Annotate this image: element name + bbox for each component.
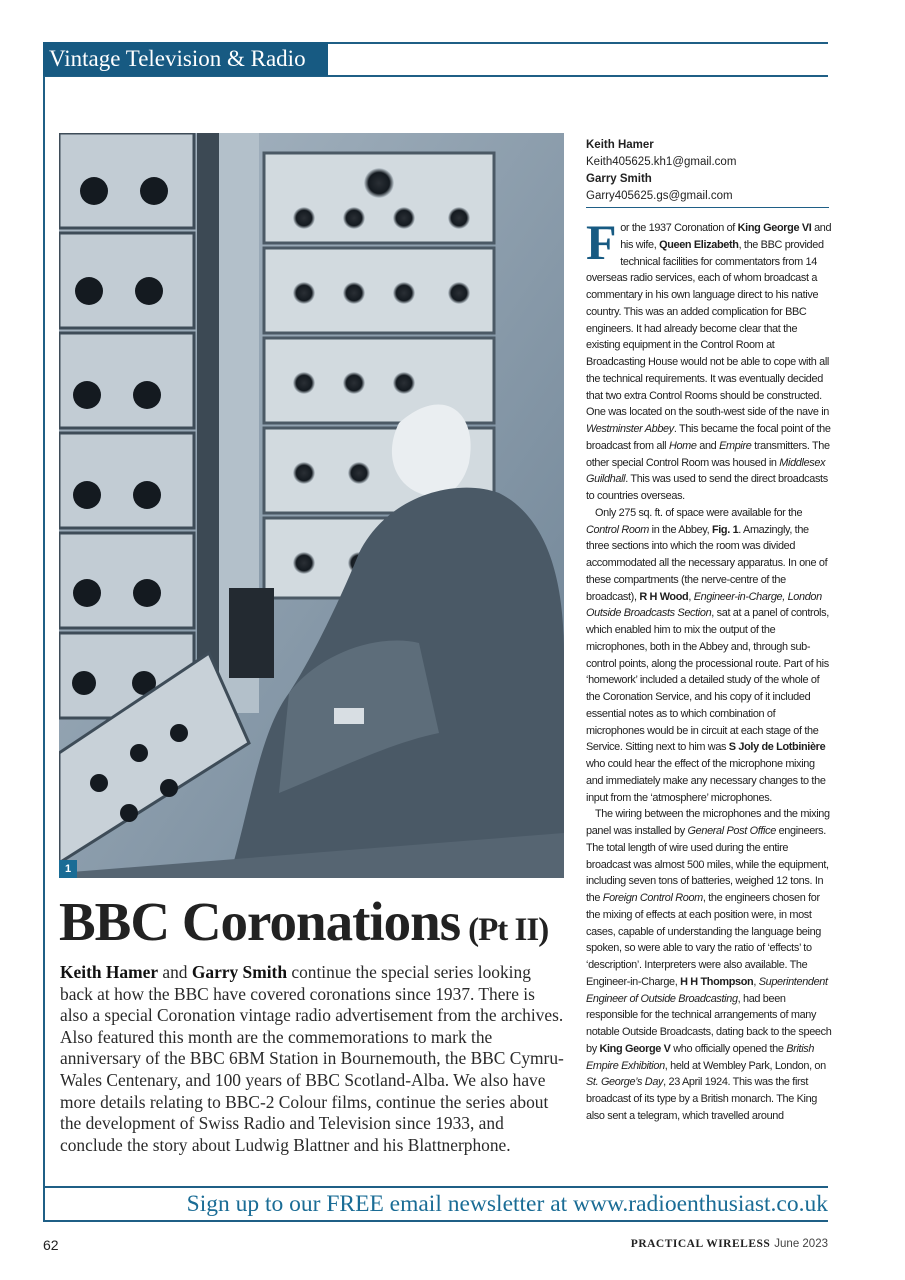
author-email-link[interactable]: Garry405625.gs@gmail.com [586,190,733,202]
body-paragraph-2: Only 275 sq. ft. of space were available for the Control Room in the Abbey, Fig. 1. Amazingly, the three sections into which the room was divided accommodated all the necessary apparatus. In one of these compartments (the nerve-centre of the broadcast), R H Wood, Engineer-in-Charge, London Outside Broadcasts Section, sat at a panel of controls, which enabled him to mix the output of the microphones, both in the Abbey and, through sub-control points, along the processional route. Part of his ‘homework’ included a detailed study of the whole of the Coronation Service, and his copy of it included essential notes as to which combination of microphones would be in circuit at each stage of the Service. Sitting next to him was S Joly de Lotbinière who could hear the effect of the microphone mixing and immediately make any necessary changes to the input from the ‘atmosphere’ microphones. [586,506,829,804]
italic-run: Middlesex Guildhall [586,456,826,486]
bold-run: King George V [599,1042,671,1055]
magazine-name: PRACTICAL WIRELESS [630,1238,771,1250]
italic-run: British Empire Exhibition [586,1042,815,1072]
article-standfirst [60,962,565,1156]
article-body [586,214,833,1125]
bold-run: H H Thompson [680,975,754,988]
headline-title: BBC Coronations [59,891,461,952]
photograph-icon [59,133,564,878]
standfirst-text: continue the special series looking back at how the BBC have covered coronations since 1937. There is also a special Coronation vintage radio advertisement from the archives. Also featured this month are the commemorations to mark the anniversary of the BBC 6BM Station in Bournemouth, the BBC Cymru-Wales Centenary, and 100 years of BBC Scotland-Alba. We also have more details relating to BBC-2 Colour films, continue the series about the development of Swiss Radio and Television since 1933, and conclude the story about Ludwig Blattner and his Blattnerphone. [60,962,564,1155]
author-divider [586,207,829,208]
italic-run: Empire [719,439,752,452]
author-email-link[interactable]: Keith405625.kh1@gmail.com [586,156,737,168]
section-title: Vintage Television & Radio [43,42,328,76]
bold-run: King George VI [737,222,812,234]
standfirst-author-2: Garry Smith [191,962,288,982]
bold-run: Queen Elizabeth [659,238,739,251]
page-left-rule [43,76,45,1221]
bold-run: S Joly de Lotbinière [728,741,826,754]
standfirst-author-1: Keith Hamer [60,962,159,982]
italic-run: General Post Office [687,825,776,837]
italic-run: Westminster Abbey [586,423,674,435]
author-name: Keith Hamer [586,139,654,151]
drop-cap: F [586,214,617,270]
italic-run: Engineer-in-Charge, London Outside Broadcasts Section [586,590,822,620]
newsletter-signup-link[interactable]: Sign up to our FREE email newsletter at www.radioenthusiast.co.uk [186,1191,828,1217]
issue-date: June 2023 [774,1238,828,1250]
author-name: Garry Smith [586,173,652,185]
bold-run: Fig. 1 [711,523,739,536]
page-number: 62 [43,1237,59,1253]
bold-run: R H Wood [639,590,689,603]
article-photo [59,133,564,878]
italic-run: Foreign Control Room [602,892,703,904]
footer-masthead [631,1238,828,1250]
author-block [586,137,831,205]
newsletter-rule-bottom [43,1220,828,1222]
standfirst-and: and [158,962,192,982]
italic-run: St. George’s Day [586,1076,664,1089]
body-paragraph-3: The wiring between the microphones and the mixing panel was installed by General Post Office engineers. The total length of wire used during the entire broadcast was almost 500 miles, while the equipment, including seven tons of batteries, weighed 12 tons. In the Foreign Control Room, the engineers chosen for the mixing of effects at each position were, in most cases, capable of understanding the language being spoken, so were able to vary the ratio of ‘effects’ to ‘description’. Interpreters were also available. The Engineer-in-Charge, H H Thompson, Superintendent Engineer of Outside Broadcasting, had been responsible for the technical arrangements of many notable Outside Broadcasts, dating back to the speech by King George V who officially opened the British Empire Exhibition, held at Wembley Park, London, on St. George’s Day, 23 April 1924. This was the first broadcast of its type by a British monarch. The King also sent a telegram, which travelled around [586,808,832,1122]
italic-run: Home [668,439,697,452]
article-headline [59,890,564,953]
body-paragraph-1: For the 1937 Coronation of King George VI and his wife, Queen Elizabeth, the BBC provided technical facilities for commentators from 14 overseas radio services, each of whom broadcast a commentary in his own language direct to his native country. This was an added complication for BBC engineers. It had already become clear that the existing equipment in the Control Room at Broadcasting House would not be able to cope with all the technical requirements. It was eventually decided that two extra Control Rooms should be constructed. One was located on the south-west side of the nave in Westminster Abbey. This became the focal point of the broadcast from all Home and Empire transmitters. The other special Control Room was housed in Middlesex Guildhall. This was used to send the direct broadcasts to countries overseas. [586,214,832,502]
figure-number-badge: 1 [59,860,77,878]
headline-part: (Pt II) [468,912,549,948]
italic-run: Superintendent Engineer of Outside Broadcasting [586,975,828,1005]
italic-run: Control Room [586,523,649,536]
